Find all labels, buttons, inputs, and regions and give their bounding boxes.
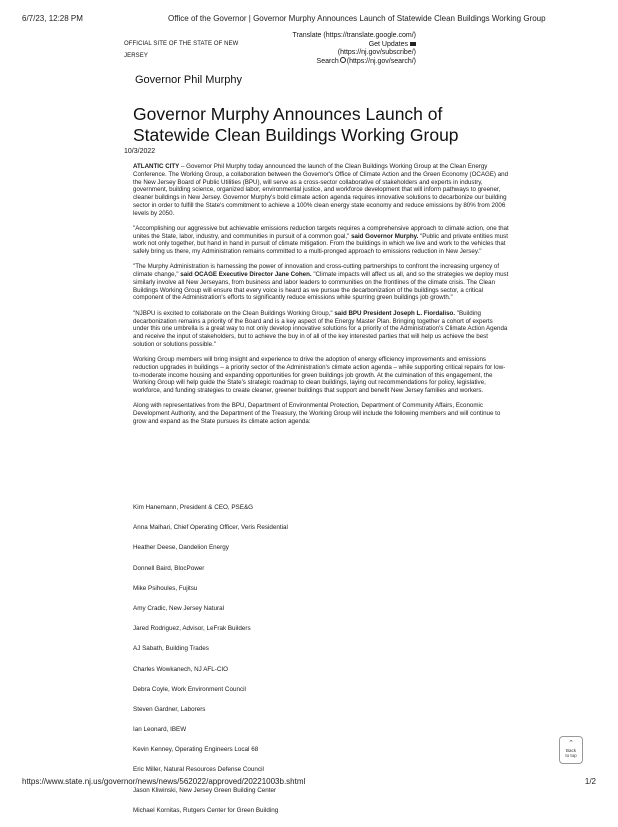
page-title: Governor Murphy Announces Launch of Statewide Clean Buildings Working Group bbox=[133, 104, 459, 145]
list-item: Kim Hanemann, President & CEO, PSE&G bbox=[133, 504, 254, 511]
print-footer-url: https://www.state.nj.us/governor/news/news/562022/approved/20221003b.shtml bbox=[22, 777, 306, 786]
list-item: AJ Sabath, Building Trades bbox=[133, 645, 209, 653]
print-tab-title: Office of the Governor | Governor Murphy Announces Launch of Statewide Clean Buildings Working Group bbox=[168, 14, 546, 23]
search-icon bbox=[340, 57, 346, 63]
print-datetime: 6/7/23, 12:28 PM bbox=[22, 14, 83, 23]
get-updates-link[interactable]: Get Updates bbox=[368, 40, 408, 48]
list-item: Anna Malhari, Chief Operating Officer, Veris Residential bbox=[133, 524, 288, 532]
paragraph-4 bbox=[133, 310, 510, 349]
quote-governor: "Accomplishing our aggressive but achievable emissions reduction targets requires a comprehensive approach to climate action, one that unites the State, labor, industry, and communities in pursuit of a common goal," bbox=[133, 224, 509, 240]
dateline: ATLANTIC CITY bbox=[133, 163, 180, 170]
print-page-number: 1/2 bbox=[584, 777, 596, 786]
paragraph-1 bbox=[133, 163, 510, 217]
back-to-top-label-2: to top bbox=[565, 753, 577, 758]
paragraph-3 bbox=[133, 263, 510, 302]
list-item: Charles Wowkanech, NJ AFL-CIO bbox=[133, 665, 229, 673]
list-item: Kevin Kenney, Operating Engineers Local 68 bbox=[133, 746, 259, 754]
translate-link[interactable]: Translate (https://translate.google.com/) bbox=[292, 32, 416, 39]
back-to-top-button[interactable] bbox=[559, 736, 583, 764]
get-updates-url: (https://nj.gov/subscribe/) bbox=[337, 49, 416, 56]
chevron-up-icon: ⌃ bbox=[568, 740, 574, 747]
quote-governor-cont: "Public and private entities must work not only together, but hand in hand in pursuit of climate mitigation. From the buildings in which we live and work to the vehicles that safely bring us there, my Administration remains committed to a multi-pronged approach to emissions reduction in New Jersey." bbox=[133, 232, 508, 256]
paragraph-5: Working Group members will bring insight and experience to drive the adoption of energy efficiency improvements and emissions reduction upgrades in buildings – a priority sector of the Administration's climate action agenda – while supporting critical repairs for low-to-moderate income housing and expanding opportunities for green buildings job growth. At the culmination of this engagement, the Working Group will help guide the State's strategic roadmap to clean buildings, laying out recommendations for policy, legislative, workforce, and funding strategies to create cleaner, greener buildings that support and benefit New Jersey families and workers. bbox=[133, 356, 506, 395]
official-site-line-2: JERSEY bbox=[124, 53, 148, 59]
list-item: Donnell Baird, BlocPower bbox=[133, 564, 205, 572]
envelope-icon bbox=[410, 42, 416, 46]
search-link[interactable]: Search bbox=[316, 57, 339, 65]
quote-fiordaliso: "NJBPU is excited to collaborate on the Clean Buildings Working Group," bbox=[133, 309, 333, 317]
list-item: Ian Leonard, IBEW bbox=[133, 726, 187, 734]
search-url: (https://nj.gov/search/) bbox=[346, 57, 416, 65]
attribution-cohen: said OCAGE Executive Director Jane Cohen. bbox=[178, 271, 312, 279]
list-item: Debra Coyle, Work Environment Council bbox=[133, 685, 246, 693]
list-item: Michael Kornitas, Rutgers Center for Green Building bbox=[133, 806, 279, 814]
list-item: Eric Miller, Natural Resources Defense Council bbox=[133, 766, 264, 774]
list-item: Jason Kliwinski, New Jersey Green Building Center bbox=[133, 786, 277, 794]
paragraph-1-text: – Governor Phil Murphy today announced the launch of the Clean Buildings Working Group at the Clean Energy Conference. The Working Group, a collaboration between the Governor's Office of Climate Action and the Green Economy (OCAGE) and the New Jersey Board of Public Utilities (BPU), will serve as a cross-sector collaborative of stakeholders and experts in industry, government, building science, organized labor, environmental justice, and workforce development that will inform pathways to greener, cleaner buildings in New Jersey. Governor Murphy's bold climate action agenda requires innovative solutions to decarbonize our building sector in order to fulfill the State's commitment to achieve a 100% clean energy state economy and reduce emissions by 80% from 2006 levels by 2050. bbox=[133, 163, 509, 217]
article-body bbox=[133, 163, 510, 433]
back-to-top-label-1: Back bbox=[565, 748, 576, 753]
list-item: Mike Psihoules, Fujitsu bbox=[133, 584, 198, 592]
utility-links bbox=[293, 32, 416, 66]
list-item: Heather Deese, Dandelion Energy bbox=[133, 544, 229, 552]
quote-fiordaliso-cont: "Building decarbonization remains a priority of the Board and is a key aspect of the Energy Master Plan. Bringing together a cohort of experts under this one umbrella is a great way to not only develop innovative solutions for a priority of the Administration's Climate Action Agenda and receive the input of stakeholders, but to achieve the buy in of all of the key interested parties that will help us achieve the best solution or solutions possible." bbox=[133, 309, 508, 348]
quote-cohen: "The Murphy Administration is harnessing the power of innovation and cross-cutting partnerships to confront the increasing urgency of climate change," bbox=[133, 263, 500, 279]
attribution-fiordaliso: said BPU President Joseph L. Fiordaliso. bbox=[332, 309, 456, 317]
quote-cohen-cont: "Climate impacts will affect us all, and so the strategies we deploy must similarly involve all New Jerseyans, from business and labor leaders to communities on the frontlines of the climate crisis. The Clean Buildings Working Group will ensure that every voice is heard as we pursue the decarbonization of the buildings sector, a critical component of the Administration's efforts to significantly reduce emissions while spurring green buildings job growth." bbox=[133, 271, 509, 302]
list-item: Steven Gardner, Laborers bbox=[133, 705, 206, 713]
paragraph-6: Along with representatives from the BPU, Department of Environmental Protection, Department of Community Affairs, Economic Development Authority, and the Department of the Treasury, the Working Group will include the following members and will continue to grow and expand as the State pursues its climate action agenda: bbox=[133, 402, 501, 425]
official-site-banner bbox=[124, 38, 304, 62]
paragraph-2 bbox=[133, 225, 510, 256]
publish-date: 10/3/2022 bbox=[124, 148, 156, 155]
official-site-line-1: OFFICIAL SITE OF THE STATE OF NEW bbox=[124, 41, 239, 47]
list-item: Jared Rodriguez, Advisor, LeFrak Builders bbox=[133, 625, 251, 633]
attribution-governor: said Governor Murphy. bbox=[349, 232, 419, 240]
governor-name-link[interactable]: Governor Phil Murphy bbox=[135, 74, 242, 86]
list-item: Amy Cradic, New Jersey Natural bbox=[133, 604, 224, 612]
